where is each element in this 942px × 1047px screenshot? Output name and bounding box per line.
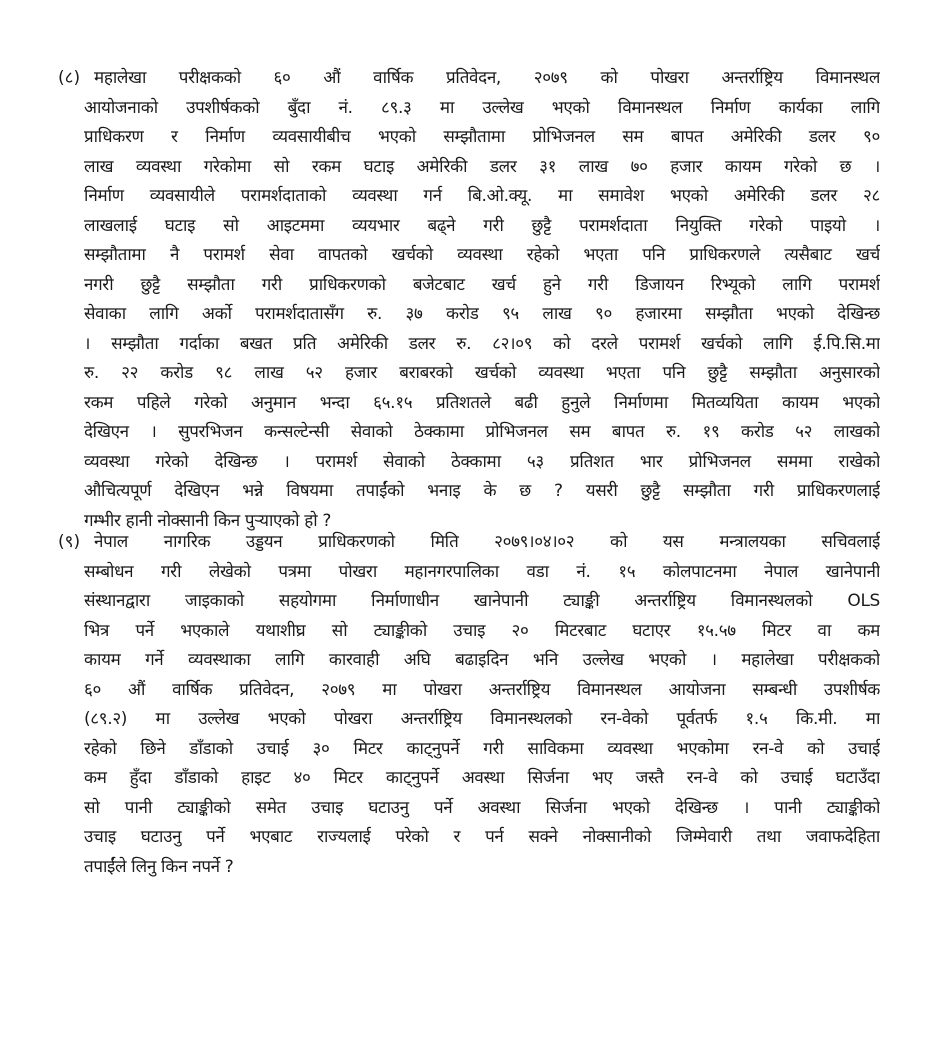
- paragraph-line: महालेखा परीक्षकको ६० औं वार्षिक प्रतिवेदन, २०७९ को पोखरा अन्तर्राष्ट्रिय विमानस्थल: [94, 68, 880, 88]
- paragraph-line: संस्थानद्वारा जाइकाको सहयोगमा निर्माणाधीन खानेपानी ट्याङ्की अन्तर्राष्ट्रिय विमानस्थलको OLS: [84, 591, 880, 611]
- paragraph-line: भित्र पर्ने भएकाले यथाशीघ्र सो ट्याङ्कीको उचाइ २० मिटरबाट घटाएर १५.५७ मिटर वा कम: [84, 620, 880, 641]
- paragraph-line: निर्माण व्यवसायीले परामर्शदाताको व्यवस्था गर्न बि.ओ.क्यू. मा समावेश भएको अमेरिकी डलर २८: [84, 186, 880, 206]
- paragraph-line: रु. २२ करोड ९८ लाख ५२ हजार बराबरको खर्चको व्यवस्था भएता पनि छुट्टै सम्झौता अनुसारको: [84, 363, 880, 383]
- item-number: (८): [58, 68, 81, 88]
- paragraph-line: तपाईंले लिनु किन नपर्ने ?: [84, 856, 234, 877]
- paragraph-line: सम्झौतामा नै परामर्श सेवा वापतको खर्चको व्यवस्था रहेको भएता पनि प्राधिकरणले त्यसैबाट खर्च: [84, 245, 880, 265]
- paragraph-line: नेपाल नागरिक उड्डयन प्राधिकरणको मिति २०७९।०४।०२ को यस मन्त्रालयका सचिवलाई: [94, 532, 880, 552]
- paragraph-line: प्राधिकरण र निर्माण व्यवसायीबीच भएको सम्झौतामा प्रोभिजनल सम बापत अमेरिकी डलर ९०: [84, 127, 880, 147]
- paragraph-line: लाख व्यवस्था गरेकोमा सो रकम घटाइ अमेरिकी डलर ३१ लाख ७० हजार कायम गरेको छ ।: [84, 156, 880, 177]
- paragraph-line: औचित्यपूर्ण देखिएन भन्ने विषयमा तपाईंको भनाइ के छ ? यसरी छुट्टै सम्झौता गरी प्राधिकरणलाई: [84, 481, 880, 501]
- paragraph-line: लाखलाई घटाइ सो आइटममा व्ययभार बढ्ने गरी छुट्टै परामर्शदाता नियुक्ति गरेको पाइयो ।: [84, 215, 880, 236]
- paragraph-line: सेवाका लागि अर्को परामर्शदातासँग रु. ३७ करोड ९५ लाख ९० हजारमा सम्झौता भएको देखिन्छ: [84, 304, 880, 324]
- paragraph-line: रकम पहिले गरेको अनुमान भन्दा ६५.१५ प्रतिशतले बढी हुनुले निर्माणमा मितव्ययिता कायम भएको: [84, 392, 880, 413]
- paragraph-line: सम्बोधन गरी लेखेको पत्रमा पोखरा महानगरपालिका वडा नं. १५ कोलपाटनमा नेपाल खानेपानी: [84, 561, 880, 582]
- question-item-9: [58, 528, 880, 882]
- paragraph-line: गम्भीर हानी नोक्सानी किन पुऱ्याएको हो ?: [84, 510, 332, 531]
- paragraph-line: व्यवस्था गरेको देखिन्छ । परामर्श सेवाको ठेक्कामा ५३ प्रतिशत भार प्रोभिजनल सममा राखेको: [84, 451, 880, 472]
- item-number: (९): [58, 532, 81, 552]
- paragraph-line: कम हुँदा डाँडाको हाइट ४० मिटर काट्नुपर्ने अवस्था सिर्जना भए जस्तै रन-वे को उचाई घटाउँदा: [84, 768, 880, 788]
- question-item-8: [58, 64, 880, 536]
- paragraph-line: उचाइ घटाउनु पर्ने भएबाट राज्यलाई परेको र पर्न सक्ने नोक्सानीको जिम्मेवारी तथा जवाफदेहिता: [84, 827, 880, 847]
- paragraph-line: नगरी छुट्टै सम्झौता गरी प्राधिकरणको बजेटबाट खर्च हुने गरी डिजायन रिभ्यूको लागि परामर्श: [84, 274, 880, 295]
- paragraph-line: ६० औं वार्षिक प्रतिवेदन, २०७९ मा पोखरा अन्तर्राष्ट्रिय विमानस्थल आयोजना सम्बन्धी उपशीर्षक: [84, 679, 880, 700]
- paragraph-line: आयोजनाको उपशीर्षकको बुँदा नं. ८९.३ मा उल्लेख भएको विमानस्थल निर्माण कार्यका लागि: [84, 97, 880, 118]
- paragraph-line: देखिएन । सुपरभिजन कन्सल्टेन्सी सेवाको ठेक्कामा प्रोभिजनल सम बापत रु. १९ करोड ५२ लाखको: [84, 422, 880, 442]
- paragraph-line: । सम्झौता गर्दाका बखत प्रति अमेरिकी डलर रु. ८२।०९ को दरले परामर्श खर्चको लागि ई.पि.सि.मा: [84, 333, 880, 354]
- paragraph-line: कायम गर्ने व्यवस्थाका लागि कारवाही अघि बढाइदिन भनि उल्लेख भएको । महालेखा परीक्षकको: [84, 650, 880, 670]
- paragraph-line: सो पानी ट्याङ्कीको समेत उचाइ घटाउनु पर्ने अवस्था सिर्जना भएको देखिन्छ । पानी ट्याङ्कीको: [84, 797, 880, 818]
- paragraph-line: रहेको छिने डाँडाको उचाई ३० मिटर काट्नुपर्ने गरी साविकमा व्यवस्था भएकोमा रन-वे को उचाई: [84, 738, 880, 759]
- paragraph-line: (८९.२) मा उल्लेख भएको पोखरा अन्तर्राष्ट्रिय विमानस्थलको रन-वेको पूर्वतर्फ १.५ कि.मी. मा: [84, 709, 880, 729]
